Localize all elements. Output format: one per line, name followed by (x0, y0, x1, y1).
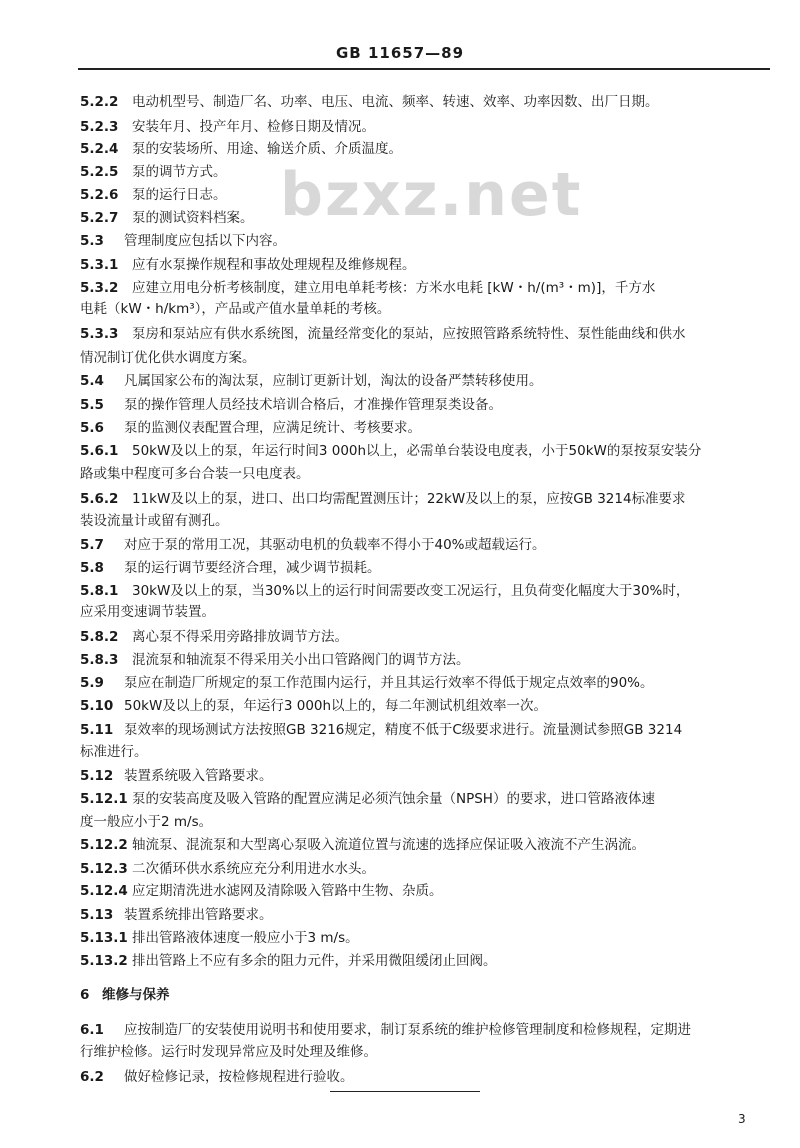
clause-text: 度一般应小于2 m/s。 (80, 814, 213, 830)
clause-number: 5.5 (80, 397, 104, 413)
text-line (80, 986, 170, 1004)
clause-number: 5.13.2 (80, 953, 128, 969)
text-line (80, 603, 215, 621)
clause-number: 5.3.3 (80, 326, 119, 342)
page-number: 3 (738, 1112, 746, 1126)
clause-number: 5.7 (80, 537, 104, 553)
text-line (80, 279, 655, 297)
text-line (80, 442, 701, 460)
text-line (80, 559, 381, 577)
clause-text: 泵的调节方式。 (132, 164, 227, 180)
clause-text: 应建立用电分析考核制度，建立用电单耗考核：方米水电耗 [kW・h/(m³・m)]，千方水 (132, 280, 656, 296)
clause-text: 应采用变速调节装置。 (80, 604, 215, 620)
clause-number: 5.2.6 (80, 187, 119, 203)
clause-number: 6.1 (80, 1022, 104, 1038)
clause-text: 离心泵不得采用旁路排放调节方法。 (132, 629, 348, 645)
clause-text: 装置系统排出管路要求。 (124, 907, 273, 923)
clause-number: 5.8.3 (80, 652, 119, 668)
text-line (80, 186, 227, 204)
text-line (80, 349, 256, 367)
text-line (80, 952, 497, 970)
text-line (80, 882, 443, 900)
clause-number: 5.6.1 (80, 443, 119, 459)
text-line (80, 256, 416, 274)
text-line (80, 674, 654, 692)
clause-text: 50kW及以上的泵，年运行时间3 000h以上，必需单台装设电度表，小于50kW的泵按泵安装分 (132, 443, 702, 459)
text-line (80, 790, 655, 808)
clause-text: 情况制订优化供水调度方案。 (80, 350, 256, 366)
text-line (80, 512, 229, 530)
text-line (80, 140, 402, 158)
clause-text: 标准进行。 (80, 744, 148, 760)
clause-number: 5.2.5 (80, 164, 119, 180)
clause-number: 5.9 (80, 675, 104, 691)
clause-text: 泵的运行日志。 (132, 187, 227, 203)
clause-number: 5.4 (80, 373, 104, 389)
text-line (80, 906, 273, 924)
clause-text: 做好检修记录，按检修规程进行验收。 (124, 1069, 354, 1085)
clause-text: 泵房和泵站应有供水系统图，流量经常变化的泵站，应按照管路系统特性、泵性能曲线和供水 (132, 326, 686, 342)
text-line (80, 118, 375, 136)
clause-text: 泵的测试资料档案。 (132, 210, 254, 226)
clause-text: 安装年月、投产年月、检修日期及情况。 (132, 119, 375, 135)
document-header: GB 11657—89 (335, 44, 465, 62)
clause-number: 6 (80, 987, 90, 1003)
clause-number: 5.3.2 (80, 280, 119, 296)
clause-text: 二次循环供水系统应充分利用进水水头。 (132, 861, 375, 877)
text-line (80, 396, 502, 414)
clause-number: 5.13.1 (80, 930, 128, 946)
watermark: bzxz.net (280, 160, 583, 230)
clause-number: 5.2.3 (80, 119, 119, 135)
text-line (80, 767, 273, 785)
clause-text: 应有水泵操作规程和事故处理规程及维修规程。 (132, 257, 416, 273)
clause-number: 5.12.4 (80, 883, 128, 899)
text-line (80, 743, 148, 761)
text-line (80, 490, 686, 508)
text-line (80, 1068, 354, 1086)
text-line (80, 465, 310, 483)
clause-text: 混流泵和轴流泵不得采用关小出口管路阀门的调节方法。 (132, 652, 470, 668)
clause-number: 5.6.2 (80, 491, 119, 507)
text-line (80, 1043, 377, 1061)
text-line (80, 628, 348, 646)
clause-text: 电耗（kW・h/km³），产品或产值水量单耗的考核。 (80, 301, 391, 317)
text-line (80, 372, 543, 390)
text-line (80, 163, 227, 181)
clause-text: 泵效率的现场测试方法按照GB 3216规定，精度不低于C级要求进行。流量测试参照GB 3214 (124, 722, 683, 738)
text-line (80, 93, 659, 111)
clause-text: 应按制造厂的安装使用说明书和使用要求，制订泵系统的维护检修管理制度和检修规程，定期进 (124, 1022, 691, 1038)
text-line (80, 582, 689, 600)
clause-text: 排出管路上不应有多余的阻力元件，并采用微阻缓闭止回阀。 (132, 953, 497, 969)
clause-number: 5.2.7 (80, 210, 119, 226)
footer-rule (330, 1091, 480, 1092)
clause-number: 5.11 (80, 722, 114, 738)
clause-number: 5.12 (80, 768, 114, 784)
clause-number: 5.3.1 (80, 257, 119, 273)
text-line (80, 1021, 691, 1039)
text-line (80, 651, 470, 669)
text-line (80, 929, 359, 947)
text-line (80, 325, 686, 343)
clause-text: 泵的运行调节要经济合理，减少调节损耗。 (124, 560, 381, 576)
clause-number: 5.2.2 (80, 94, 119, 110)
clause-text: 泵的安装场所、用途、输送介质、介质温度。 (132, 141, 402, 157)
clause-text: 行维护检修。运行时发现异常应及时处理及维修。 (80, 1044, 377, 1060)
clause-text: 凡属国家公布的淘汰泵，应制订更新计划，淘汰的设备严禁转移使用。 (124, 373, 543, 389)
clause-text: 30kW及以上的泵，当30%以上的运行时间需要改变工况运行，且负荷变化幅度大于30%时， (132, 583, 690, 599)
text-line (80, 697, 547, 715)
text-line (80, 232, 286, 250)
clause-number: 5.10 (80, 698, 114, 714)
text-line (80, 536, 546, 554)
clause-number: 6.2 (80, 1069, 104, 1085)
clause-number: 5.12.1 (80, 791, 128, 807)
clause-text: 泵应在制造厂所规定的泵工作范围内运行，并且其运行效率不得低于规定点效率的90%。 (124, 675, 654, 691)
text-line (80, 721, 682, 739)
text-line (80, 419, 421, 437)
clause-text: 路或集中程度可多台合装一只电度表。 (80, 466, 310, 482)
clause-text: 对应于泵的常用工况，其驱动电机的负载率不得小于40%或超载运行。 (124, 537, 546, 553)
text-line (80, 209, 254, 227)
clause-number: 5.6 (80, 420, 104, 436)
text-line (80, 813, 212, 831)
clause-number: 5.8.2 (80, 629, 119, 645)
clause-number: 5.12.2 (80, 837, 128, 853)
clause-number: 5.3 (80, 233, 104, 249)
clause-text: 应定期清洗进水滤网及清除吸入管路中生物、杂质。 (132, 883, 443, 899)
clause-text: 装设流量计或留有测孔。 (80, 513, 229, 529)
clause-text: 泵的操作管理人员经技术培训合格后，才准操作管理泵类设备。 (124, 397, 502, 413)
clause-number: 5.8.1 (80, 583, 119, 599)
text-line (80, 836, 645, 854)
clause-number: 5.8 (80, 560, 104, 576)
clause-text: 泵的安装高度及吸入管路的配置应满足必须汽蚀余量（NPSH）的要求，进口管路液体速 (132, 791, 655, 807)
clause-number: 5.13 (80, 907, 114, 923)
clause-text: 排出管路液体速度一般应小于3 m/s。 (132, 930, 359, 946)
text-line (80, 300, 390, 318)
clause-number: 5.2.4 (80, 141, 119, 157)
clause-text: 管理制度应包括以下内容。 (124, 233, 286, 249)
clause-text: 11kW及以上的泵，进口、出口均需配置测压计；22kW及以上的泵，应按GB 3214标准要求 (132, 491, 686, 507)
clause-number: 5.12.3 (80, 861, 128, 877)
clause-text: 维修与保养 (102, 987, 170, 1003)
clause-text: 泵的监测仪表配置合理，应满足统计、考核要求。 (124, 420, 421, 436)
clause-text: 轴流泵、混流泵和大型离心泵吸入流道位置与流速的选择应保证吸入液流不产生涡流。 (132, 837, 645, 853)
clause-text: 50kW及以上的泵，年运行3 000h以上的，每二年测试机组效率一次。 (124, 698, 548, 714)
clause-text: 装置系统吸入管路要求。 (124, 768, 273, 784)
text-line (80, 860, 375, 878)
clause-text: 电动机型号、制造厂名、功率、电压、电流、频率、转速、效率、功率因数、出厂日期。 (132, 94, 659, 110)
